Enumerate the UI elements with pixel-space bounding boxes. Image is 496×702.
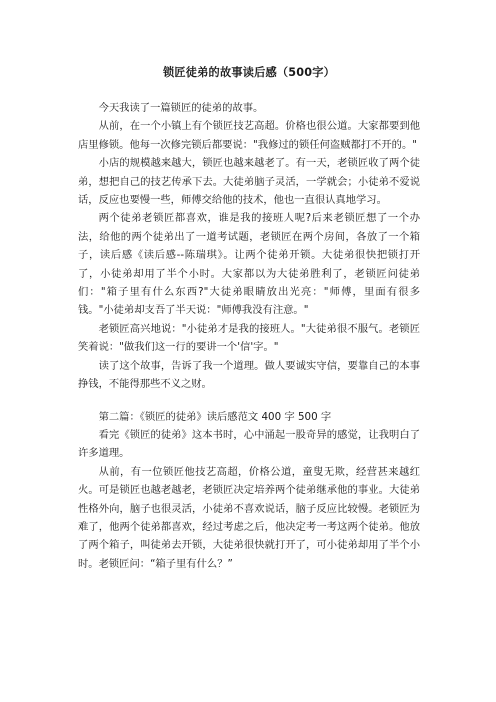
paragraph: 从前，在一个小镇上有个锁匠技艺高超。价格也很公道。大家都要到他店里修锁。他每一次修完锁后都要说："我修过的锁任何盗贼都打不开的。" [78,120,420,151]
paragraph: 老锁匠高兴地说："小徒弟才是我的接班人。"大徒弟很不服气。老锁匠笑着说："做我们这一行的要讲一个'信'字。" [78,322,420,354]
paragraph: 读了这个故事，告诉了我一个道理。做人要诚实守信，要靠自己的本事挣钱，不能得那些不义之财。 [78,359,420,391]
paragraph: 从前，有一位锁匠他技艺高超，价格公道，童叟无欺，经营甚来越红火。可是锁匠也越老越老，老锁匠决定培养两个徒弟继承他的事业。大徒弟性格外向，脑子也很灵活，小徒弟不喜欢说话，脑子反应比较慢。老锁匠为难了，他两个徒弟都喜欢，经过考虑之后，他决定考一考这两个徒弟。他放了两个箱子，叫徒弟去开锁，大徒弟很快就打开了，可小徒弟却用了半个小时。老锁匠问：“箱子里有什么？” [78,465,420,570]
section-gap [78,394,420,408]
section-heading: 第二篇：《锁匠的徒弟》读后感范文 400 字 500 字 [98,410,332,423]
paragraph: 看完《锁匠的徒弟》这本书时，心中涌起一股奇异的感觉，让我明白了许多道理。 [78,428,420,460]
paragraph: 今天我读了一篇锁匠的徒弟的故事。 [98,102,264,114]
paragraph: 两个徒弟老锁匠都喜欢，谁是我的接班人呢?后来老锁匠想了一个办法，给他的两个徒弟出了一道考试题，老锁匠在两个房间，各放了一个箱子，读后感《读后感--陈瑞琪》。让两个徒弟开锁。大徒弟很快把锁打开了，小徒弟却用了半个小时。大家都以为大徒弟胜利了，老锁匠问徒弟们："箱子里有什么东西?"大徒弟眼睛放出光亮："师傅，里面有很多钱。"小徒弟却支吾了半天说："师傅我没有注意。" [78,212,420,317]
document-title: 锁匠徒弟的故事读后感（500字） [163,66,335,79]
paragraph: 小店的规模越来越大，锁匠也越来越老了。有一天，老锁匠收了两个徒弟，想把自己的技艺传承下去。大徒弟脑子灵活，一学就会；小徒弟不爱说话，反应也要慢一些，师傅交给他的技术，他也一直很认真地学习。 [78,157,420,207]
